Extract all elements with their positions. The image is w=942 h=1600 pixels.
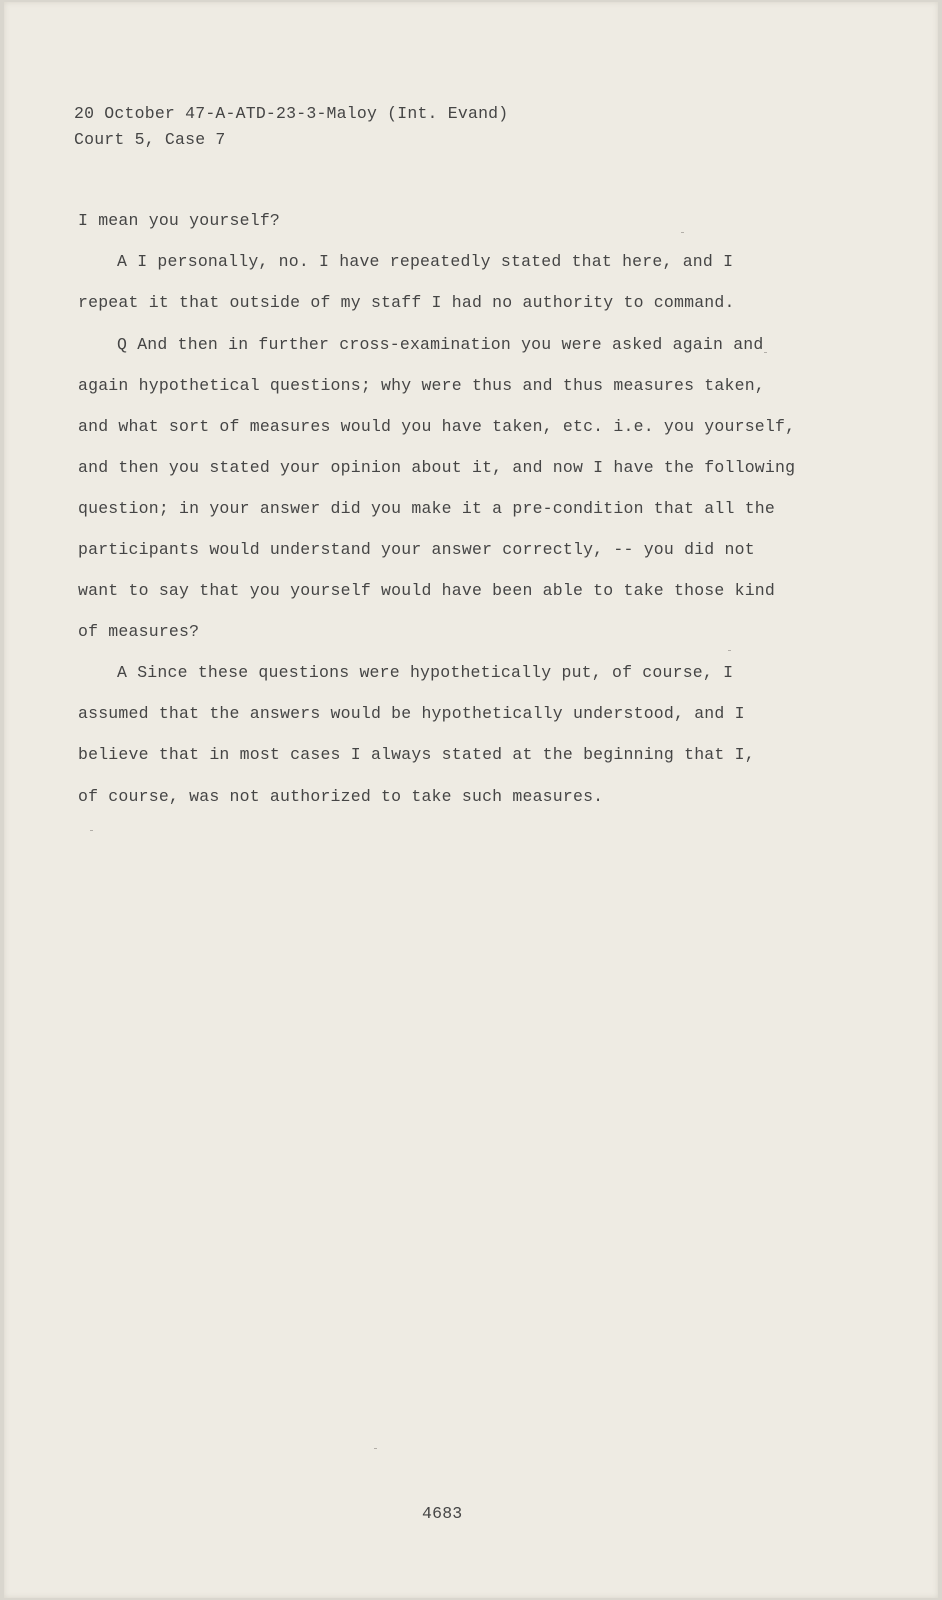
transcript-line: I mean you yourself? — [78, 211, 281, 230]
transcript-line: repeat it that outside of my staff I had no authority to command. — [78, 293, 735, 312]
transcript-line: want to say that you yourself would have been able to take those kind — [78, 581, 776, 600]
transcript-line: of course, was not authorized to take such measures. — [78, 787, 604, 806]
transcript-line: and then you stated your opinion about it, and now I have the following — [78, 458, 796, 477]
document-header-court-case: Court 5, Case 7 — [74, 130, 226, 149]
document-header-date-reference: 20 October 47-A-ATD-23-3-Maloy (Int. Evand) — [74, 104, 509, 123]
transcript-line: assumed that the answers would be hypothetically understood, and I — [78, 704, 745, 723]
paper-speck — [681, 232, 684, 233]
transcript-line: again hypothetical questions; why were thus and thus measures taken, — [78, 376, 765, 395]
transcript-line: Q And then in further cross-examination you were asked again and — [117, 335, 764, 354]
paper-speck — [764, 352, 767, 353]
transcript-line: believe that in most cases I always stated at the beginning that I, — [78, 745, 755, 764]
transcript-line: A I personally, no. I have repeatedly stated that here, and I — [117, 252, 734, 271]
transcript-line: of measures? — [78, 622, 200, 641]
paper-speck — [728, 650, 731, 651]
transcript-line: question; in your answer did you make it a pre-condition that all the — [78, 499, 776, 518]
page-number: 4683 — [422, 1504, 463, 1523]
transcript-line: and what sort of measures would you have taken, etc. i.e. you yourself, — [78, 417, 796, 436]
transcript-line: A Since these questions were hypothetically put, of course, I — [117, 663, 734, 682]
paper-speck — [90, 830, 93, 831]
transcript-line: participants would understand your answer correctly, -- you did not — [78, 540, 755, 559]
paper-speck — [374, 1448, 377, 1449]
typed-page — [4, 2, 938, 1598]
